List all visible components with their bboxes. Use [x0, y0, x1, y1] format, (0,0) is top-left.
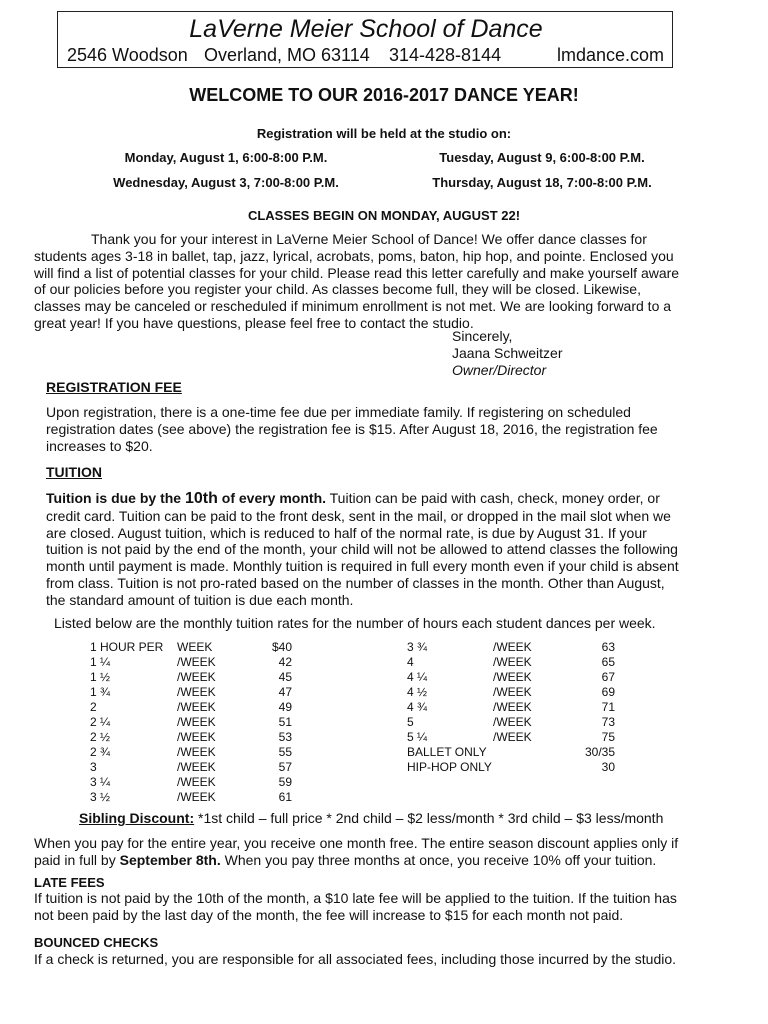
rates-intro: Listed below are the monthly tuition rates for the number of hours each student dances per week. [54, 615, 656, 631]
rate-unit: /WEEK [177, 790, 216, 804]
discount-line-2-suffix: When you pay three months at once, you receive 10% off your tuition. [220, 851, 657, 868]
rate-row [90, 655, 310, 670]
registration-date-1: Monday, August 1, 6:00-8:00 P.M. [124, 150, 328, 165]
website[interactable]: lmdance.com [557, 45, 665, 65]
rate-hours: 4 ¾ [407, 700, 428, 714]
rate-unit: /WEEK [493, 655, 532, 669]
rate-price: 73 [601, 715, 615, 729]
rate-unit: /WEEK [177, 730, 216, 744]
discount-line-2-prefix: paid in full by [34, 851, 120, 868]
rate-price: 61 [278, 790, 292, 804]
fee-line: registration dates (see above) the registration fee is $15. After August 18, 2016, the registration fee [46, 420, 658, 437]
rate-row [407, 685, 627, 700]
tuition-line: credit card. Tuition can be paid to the front desk, sent in the mail, or dropped in the mail slot when we [46, 507, 671, 524]
rate-row [90, 730, 310, 745]
rate-hours: 3 [90, 760, 97, 774]
rate-hours: 5 [407, 715, 414, 729]
registration-fee-text [46, 404, 746, 454]
tuition-first-line-rest: Tuition can be paid with cash, check, money order, or [326, 490, 660, 506]
late-fees-text [34, 890, 744, 924]
rate-price: 53 [278, 730, 292, 744]
rate-row [90, 760, 310, 775]
discount-line-1: When you pay for the entire year, you receive one month free. The entire season discount applies only if [34, 835, 679, 851]
rate-hours: 2 ¼ [90, 715, 111, 729]
rate-hours: 1 HOUR PER [90, 640, 164, 654]
closing: Sincerely, [452, 328, 513, 344]
rate-unit: /WEEK [493, 730, 532, 744]
letter-line: Thank you for your interest in LaVerne Meier School of Dance! We offer dance classes for [91, 231, 647, 247]
sibling-discount [79, 810, 663, 827]
tuition-due-suffix: of every month. [217, 490, 327, 506]
rate-row [90, 700, 310, 715]
sibling-discount-text: *1st child – full price * 2nd child – $2 less/month * 3rd child – $3 less/month [194, 810, 664, 826]
rate-unit: /WEEK [177, 775, 216, 789]
registration-fee-heading: REGISTRATION FEE [46, 379, 182, 395]
rate-unit: /WEEK [493, 640, 532, 654]
street-address: 2546 Woodson [67, 45, 188, 65]
letter-line: students ages 3-18 in ballet, tap, jazz, lyrical, acrobats, poms, baton, hip hop, and pointe. Enclosed you [34, 247, 674, 264]
registration-intro: Registration will be held at the studio on: [256, 126, 512, 141]
rate-hours: 4 ½ [407, 685, 428, 699]
letter-line: will find a list of potential classes for your child. Please read this letter carefully and make yourself aware [34, 264, 680, 281]
tuition-line: the standard amount of tuition is due each month. [46, 591, 354, 608]
rate-unit: /WEEK [493, 670, 532, 684]
rate-hours: 4 ¼ [407, 670, 428, 684]
rate-hours: HIP-HOP ONLY [407, 760, 492, 774]
rate-unit: /WEEK [177, 685, 216, 699]
tuition-due-prefix: Tuition is due by the [46, 490, 185, 506]
rate-hours: 1 ¾ [90, 685, 111, 699]
rate-price: 69 [601, 685, 615, 699]
rate-unit: /WEEK [493, 685, 532, 699]
rate-row [90, 745, 310, 760]
letter-line: great year! If you have questions, please feel free to contact the studio. [34, 314, 474, 331]
rate-row [90, 775, 310, 790]
sibling-discount-label: Sibling Discount: [79, 810, 195, 826]
signer-title: Owner/Director [452, 361, 547, 378]
fee-line: increases to $20. [46, 437, 153, 454]
rate-price: 49 [278, 700, 292, 714]
tuition-heading: TUITION [46, 464, 102, 480]
rate-hours: 5 ¼ [407, 730, 428, 744]
rate-price: 30 [601, 760, 615, 774]
fee-line: Upon registration, there is a one-time fee due per immediate family. If registering on scheduled [46, 404, 631, 420]
rate-unit: /WEEK [493, 715, 532, 729]
rate-row [407, 655, 627, 670]
rate-row [407, 640, 627, 655]
letter-signature [452, 328, 563, 378]
rate-unit: /WEEK [177, 715, 216, 729]
rate-price: 75 [601, 730, 615, 744]
discount-deadline: September 8th. [119, 851, 221, 868]
rate-price: 30/35 [584, 745, 615, 759]
rate-hours: 1 ¼ [90, 655, 111, 669]
rate-hours: 1 ½ [90, 670, 111, 684]
rate-unit: /WEEK [177, 700, 216, 714]
welcome-letter [34, 231, 744, 332]
rate-hours: BALLET ONLY [407, 745, 487, 759]
late-fee-line: not been paid by the last day of the month, the fee will increase to $15 for each month not paid. [34, 906, 624, 923]
tuition-first-line [46, 490, 751, 508]
rate-price: 67 [601, 670, 615, 684]
discount-line-2 [34, 852, 744, 869]
rate-price: 51 [278, 715, 292, 729]
rate-price: 42 [278, 655, 292, 669]
bounced-checks-heading: BOUNCED CHECKS [34, 935, 159, 950]
rate-unit: /WEEK [493, 700, 532, 714]
rate-row [90, 790, 310, 805]
payment-discount [34, 835, 744, 869]
rate-hours: 3 ¼ [90, 775, 111, 789]
rates-table-right [407, 640, 627, 775]
late-fee-line: If tuition is not paid by the 10th of the month, a $10 late fee will be applied to the tuition. If the tuition has [34, 890, 677, 906]
registration-date-3: Wednesday, August 3, 7:00-8:00 P.M. [113, 175, 339, 190]
tuition-due-day: 10th [184, 490, 218, 507]
rates-table-left [90, 640, 310, 805]
rate-price: 63 [601, 640, 615, 654]
rate-row [407, 730, 627, 745]
rate-row [407, 715, 627, 730]
rate-hours: 2 ¾ [90, 745, 111, 759]
rate-unit: WEEK [177, 640, 213, 654]
rate-hours: 3 ¾ [407, 640, 428, 654]
late-fees-heading: LATE FEES [34, 875, 105, 890]
rate-row [407, 760, 627, 775]
header-box [57, 11, 673, 68]
registration-date-2: Tuesday, August 9, 6:00-8:00 P.M. [439, 150, 645, 165]
letter-line: classes may be canceled or rescheduled if minimum enrollment is not met. We are looking forward to a [34, 298, 672, 315]
rate-unit: /WEEK [177, 655, 216, 669]
tuition-line: month until payment is made. Monthly tuition is required in full every month even if your child is absent [46, 558, 679, 575]
welcome-title: WELCOME TO OUR 2016-2017 DANCE YEAR! [189, 85, 579, 105]
rate-price: 55 [278, 745, 292, 759]
city-address: Overland, MO 63114 [204, 45, 370, 65]
tuition-line: are closed. August tuition, which is reduced to half of the normal rate, is due by August 31. If your [46, 524, 647, 541]
letter-line: of our policies before you register your child. As classes become full, they will be closed. Likewise, [34, 281, 641, 298]
rate-price: 57 [278, 760, 292, 774]
rate-row [90, 670, 310, 685]
rate-hours: 2 ½ [90, 730, 111, 744]
rate-row [90, 685, 310, 700]
rate-price: $40 [271, 640, 292, 654]
rate-row [90, 715, 310, 730]
rate-row [90, 640, 310, 655]
rate-unit: /WEEK [177, 670, 216, 684]
registration-date-4: Thursday, August 18, 7:00-8:00 P.M. [432, 175, 652, 190]
rate-row [407, 700, 627, 715]
rate-price: 47 [278, 685, 292, 699]
tuition-line: from class. Tuition is not pro-rated based on the number of classes in the month. Other than August, [46, 574, 665, 591]
signer-name: Jaana Schweitzer [452, 344, 563, 361]
rate-row [407, 670, 627, 685]
phone-number: 314-428-8144 [389, 45, 502, 65]
school-name: LaVerne Meier School of Dance [189, 15, 543, 43]
rate-hours: 3 ½ [90, 790, 111, 804]
rate-unit: /WEEK [177, 745, 216, 759]
rate-hours: 2 [90, 700, 97, 714]
rate-price: 65 [601, 655, 615, 669]
classes-begin: CLASSES BEGIN ON MONDAY, AUGUST 22! [247, 208, 521, 223]
tuition-text [46, 490, 751, 609]
rate-price: 71 [601, 700, 615, 714]
bounced-checks-text: If a check is returned, you are responsible for all associated fees, including those incurred by the studio. [34, 951, 677, 967]
rate-unit: /WEEK [177, 760, 216, 774]
rate-price: 45 [278, 670, 292, 684]
tuition-line: tuition is not paid by the end of the month, your child will not be allowed to attend classes the following [46, 541, 678, 558]
rate-price: 59 [278, 775, 292, 789]
rate-hours: 4 [407, 655, 414, 669]
rate-row [407, 745, 627, 760]
